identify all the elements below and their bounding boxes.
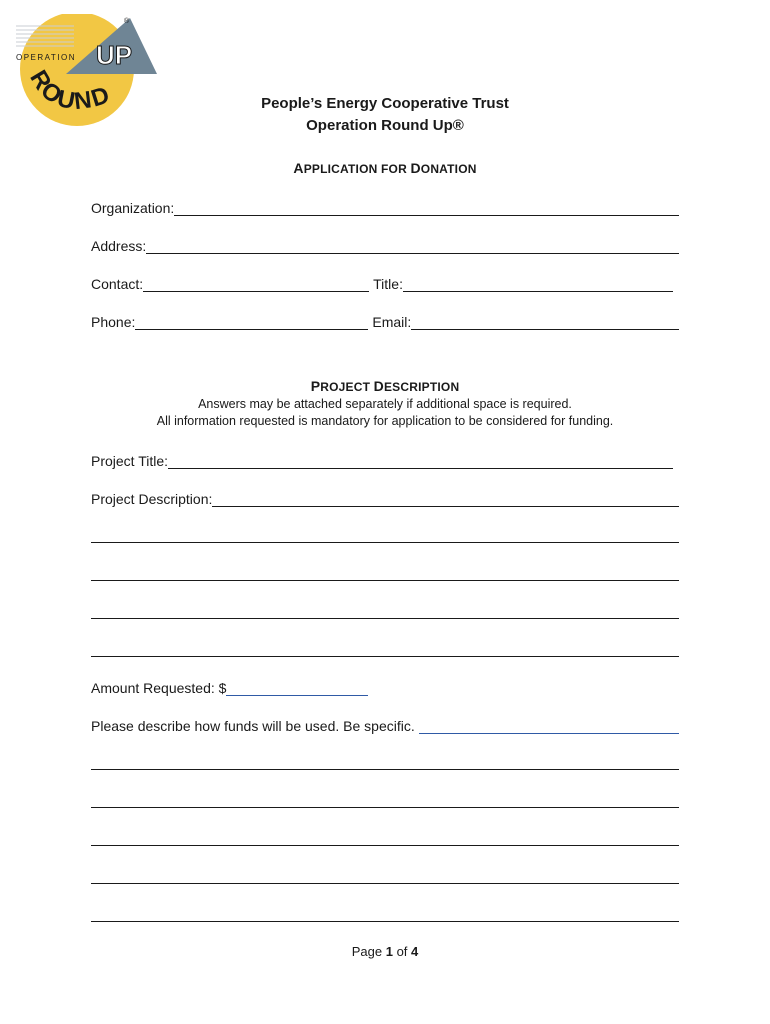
attachment-note: Answers may be attached separately if additional space is required. — [198, 397, 572, 411]
amount-line[interactable] — [226, 681, 368, 696]
program-name: Operation Round Up® — [306, 117, 464, 134]
logo-round-text: ROUND — [24, 65, 115, 116]
title-label: Title: — [373, 276, 403, 292]
funds-blank-line[interactable] — [91, 883, 679, 884]
funds-usage-line[interactable] — [419, 719, 679, 734]
funds-usage-field[interactable]: Please describe how funds will be used. Be specific. — [91, 716, 679, 734]
logo-registered-mark: ® — [124, 18, 130, 25]
logo-operation-text: OPERATION — [16, 53, 77, 62]
funds-blank-line[interactable] — [91, 807, 679, 808]
phone-email-row — [91, 312, 679, 330]
phone-line[interactable] — [135, 315, 368, 330]
email-label: Email: — [372, 314, 412, 330]
address-field[interactable]: Address: — [91, 236, 679, 254]
application-heading: APPLICATION FOR DONATION — [293, 160, 477, 176]
funds-blank-line[interactable] — [91, 921, 679, 922]
project-description-line[interactable] — [212, 492, 679, 507]
description-blank-line[interactable] — [91, 580, 679, 581]
project-description-heading: PROJECT DESCRIPTION — [310, 378, 460, 394]
logo-badge-text: UP — [95, 40, 133, 70]
contact-line[interactable] — [143, 277, 369, 292]
address-line[interactable] — [146, 239, 679, 254]
page-indicator: Page 1 of 4 — [351, 944, 419, 959]
description-blank-line[interactable] — [91, 656, 679, 657]
organization-line[interactable] — [174, 201, 679, 216]
trust-name: People’s Energy Cooperative Trust — [261, 95, 509, 112]
project-title-line[interactable] — [168, 454, 673, 469]
contact-title-row — [91, 274, 679, 292]
project-title-field[interactable]: Project Title: — [91, 451, 679, 469]
amount-requested-field[interactable]: Amount Requested: $ — [91, 678, 679, 696]
contact-label: Contact: — [91, 276, 144, 292]
funds-blank-line[interactable] — [91, 769, 679, 770]
mandatory-note: All information requested is mandatory for application to be considered for funding. — [156, 414, 614, 428]
phone-label: Phone: — [91, 314, 136, 330]
funds-blank-line[interactable] — [91, 845, 679, 846]
email-line[interactable] — [411, 315, 679, 330]
project-description-field[interactable]: Project Description: — [91, 489, 679, 507]
description-blank-line[interactable] — [91, 542, 679, 543]
description-blank-line[interactable] — [91, 618, 679, 619]
organization-field[interactable]: Organization: — [91, 198, 679, 216]
title-line[interactable] — [403, 277, 673, 292]
